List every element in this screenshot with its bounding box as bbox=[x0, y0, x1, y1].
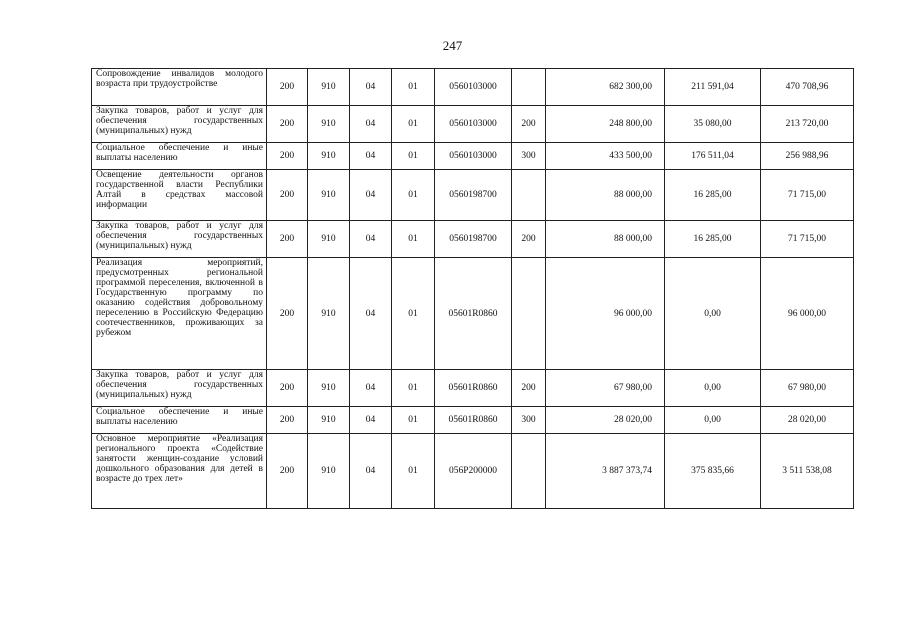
table-row bbox=[92, 69, 854, 106]
cell-amount-executed: 211 591,04 bbox=[665, 69, 761, 106]
cell-code: 01 bbox=[392, 143, 435, 170]
cell-target-code: 0560103000 bbox=[435, 106, 512, 143]
row-name: Основное мероприятие «Реализация регионального проекта «Содействие занятости женщин-создание условий дошкольного образования для детей в возрасте до трех лет» bbox=[92, 434, 267, 509]
cell-amount-executed: 35 080,00 bbox=[665, 106, 761, 143]
cell-amount-remaining: 67 980,00 bbox=[761, 370, 854, 407]
cell-amount-remaining: 71 715,00 bbox=[761, 170, 854, 221]
cell-amount-plan: 248 800,00 bbox=[546, 106, 665, 143]
cell-code: 01 bbox=[392, 434, 435, 509]
cell-amount-remaining: 256 988,96 bbox=[761, 143, 854, 170]
cell-amount-plan: 96 000,00 bbox=[546, 258, 665, 370]
row-name: Закупка товаров, работ и услуг для обеспечения государственных (муниципальных) нужд bbox=[92, 106, 267, 143]
cell-code: 910 bbox=[308, 407, 350, 434]
cell-code: 04 bbox=[350, 170, 392, 221]
cell-code: 04 bbox=[350, 221, 392, 258]
table-row bbox=[92, 143, 854, 170]
cell-code: 200 bbox=[267, 69, 308, 106]
cell-code: 01 bbox=[392, 221, 435, 258]
table-row bbox=[92, 434, 854, 509]
cell-target-code: 05601R0860 bbox=[435, 258, 512, 370]
page-number: 247 bbox=[442, 38, 463, 53]
cell-expense-type: 200 bbox=[512, 221, 546, 258]
cell-amount-executed: 176 511,04 bbox=[665, 143, 761, 170]
cell-amount-executed: 16 285,00 bbox=[665, 221, 761, 258]
table-row bbox=[92, 106, 854, 143]
cell-amount-plan: 88 000,00 bbox=[546, 221, 665, 258]
cell-code: 200 bbox=[267, 407, 308, 434]
cell-code: 200 bbox=[267, 106, 308, 143]
row-name: Социальное обеспечение и иные выплаты населению bbox=[92, 407, 267, 434]
cell-target-code: 05601R0860 bbox=[435, 370, 512, 407]
cell-amount-executed: 0,00 bbox=[665, 258, 761, 370]
cell-amount-remaining: 470 708,96 bbox=[761, 69, 854, 106]
cell-code: 910 bbox=[308, 143, 350, 170]
row-name: Реализация мероприятий, предусмотренных региональной программой переселения, включенной в Государственную программу по оказанию содействия добровольному переселению в Российскую Федерацию соотечественников, проживающих за рубежом bbox=[92, 258, 267, 370]
cell-amount-executed: 0,00 bbox=[665, 370, 761, 407]
cell-target-code: 0560103000 bbox=[435, 143, 512, 170]
cell-target-code: 0560198700 bbox=[435, 221, 512, 258]
cell-expense-type: 300 bbox=[512, 143, 546, 170]
cell-amount-executed: 375 835,66 bbox=[665, 434, 761, 509]
cell-code: 910 bbox=[308, 170, 350, 221]
cell-code: 200 bbox=[267, 143, 308, 170]
cell-amount-remaining: 213 720,00 bbox=[761, 106, 854, 143]
cell-expense-type: 300 bbox=[512, 407, 546, 434]
row-name: Освещение деятельности органов государственной власти Республики Алтай в средствах массовой информации bbox=[92, 170, 267, 221]
cell-amount-plan: 682 300,00 bbox=[546, 69, 665, 106]
row-name: Закупка товаров, работ и услуг для обеспечения государственных (муниципальных) нужд bbox=[92, 221, 267, 258]
cell-code: 910 bbox=[308, 434, 350, 509]
cell-code: 910 bbox=[308, 258, 350, 370]
table-row bbox=[92, 370, 854, 407]
cell-amount-remaining: 71 715,00 bbox=[761, 221, 854, 258]
cell-code: 200 bbox=[267, 221, 308, 258]
cell-code: 01 bbox=[392, 370, 435, 407]
table-row bbox=[92, 407, 854, 434]
cell-target-code: 056P200000 bbox=[435, 434, 512, 509]
cell-code: 910 bbox=[308, 69, 350, 106]
cell-target-code: 0560103000 bbox=[435, 69, 512, 106]
cell-code: 200 bbox=[267, 258, 308, 370]
cell-amount-plan: 88 000,00 bbox=[546, 170, 665, 221]
cell-expense-type: 200 bbox=[512, 370, 546, 407]
cell-amount-plan: 3 887 373,74 bbox=[546, 434, 665, 509]
cell-code: 04 bbox=[350, 106, 392, 143]
cell-code: 200 bbox=[267, 370, 308, 407]
cell-expense-type bbox=[512, 434, 546, 509]
table-row bbox=[92, 221, 854, 258]
cell-code: 910 bbox=[308, 106, 350, 143]
cell-code: 910 bbox=[308, 221, 350, 258]
cell-code: 04 bbox=[350, 258, 392, 370]
cell-code: 01 bbox=[392, 69, 435, 106]
cell-code: 04 bbox=[350, 407, 392, 434]
cell-expense-type bbox=[512, 170, 546, 221]
cell-amount-plan: 28 020,00 bbox=[546, 407, 665, 434]
cell-amount-plan: 433 500,00 bbox=[546, 143, 665, 170]
cell-amount-remaining: 96 000,00 bbox=[761, 258, 854, 370]
cell-amount-executed: 16 285,00 bbox=[665, 170, 761, 221]
cell-amount-plan: 67 980,00 bbox=[546, 370, 665, 407]
cell-code: 04 bbox=[350, 143, 392, 170]
budget-table bbox=[91, 68, 854, 509]
cell-expense-type bbox=[512, 69, 546, 106]
cell-amount-executed: 0,00 bbox=[665, 407, 761, 434]
cell-code: 04 bbox=[350, 434, 392, 509]
cell-target-code: 0560198700 bbox=[435, 170, 512, 221]
cell-expense-type: 200 bbox=[512, 106, 546, 143]
cell-amount-remaining: 28 020,00 bbox=[761, 407, 854, 434]
table-row bbox=[92, 170, 854, 221]
cell-code: 01 bbox=[392, 170, 435, 221]
cell-code: 04 bbox=[350, 69, 392, 106]
cell-amount-remaining: 3 511 538,08 bbox=[761, 434, 854, 509]
cell-code: 01 bbox=[392, 258, 435, 370]
cell-code: 200 bbox=[267, 434, 308, 509]
table-row bbox=[92, 258, 854, 370]
cell-code: 01 bbox=[392, 407, 435, 434]
cell-code: 04 bbox=[350, 370, 392, 407]
cell-expense-type bbox=[512, 258, 546, 370]
row-name: Закупка товаров, работ и услуг для обеспечения государственных (муниципальных) нужд bbox=[92, 370, 267, 407]
row-name: Сопровождение инвалидов молодого возраста при трудоустройстве bbox=[92, 69, 267, 106]
row-name: Социальное обеспечение и иные выплаты населению bbox=[92, 143, 267, 170]
cell-code: 200 bbox=[267, 170, 308, 221]
cell-target-code: 05601R0860 bbox=[435, 407, 512, 434]
cell-code: 910 bbox=[308, 370, 350, 407]
cell-code: 01 bbox=[392, 106, 435, 143]
